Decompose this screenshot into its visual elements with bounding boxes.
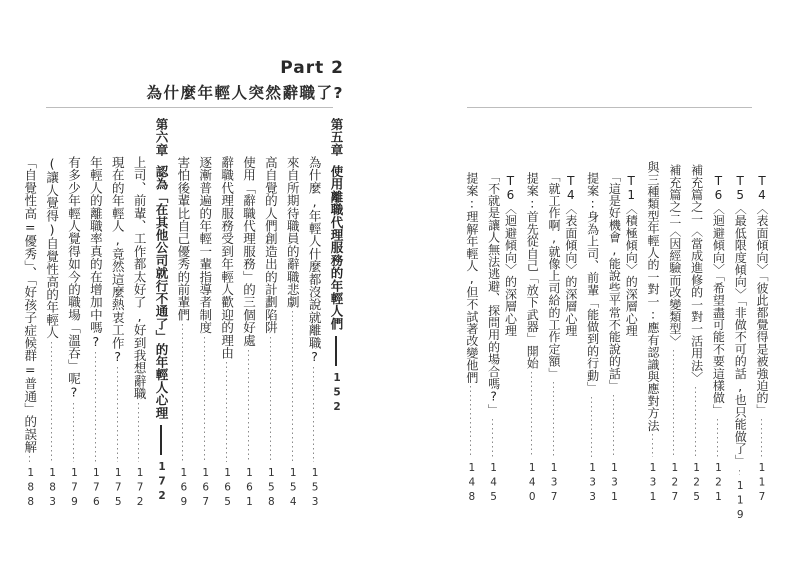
leader-dots [553,382,554,456]
entry-text: 逐漸普遍的年輕一輩指導者制度 [197,156,213,334]
toc-entry [88,156,102,510]
leader-dots [29,456,30,461]
page-number: 172 [134,466,147,510]
page-number: 179 [68,466,81,510]
header-rule-right [467,107,752,108]
entry-text: T6〈迴避傾向〉的深層心理 [503,174,518,337]
leader-dots [138,403,139,462]
toc-entry [197,156,211,510]
toc-entry [22,156,36,510]
part-title-block [147,58,345,103]
toc-entry [711,174,725,505]
entry-text: 提案:理解年輕人,但不試著改變他們 [464,172,479,384]
toc-entry [546,161,577,505]
page-number: 140 [526,461,539,505]
toc-chapter-entry [329,118,343,510]
header-rule-left [46,107,333,108]
leader-dots [673,350,674,457]
entry-text: 補充篇之一〈當成進修的一對一活用法〉 [689,164,704,384]
leader-dots [492,419,493,457]
entry-text: 辭職代理服務受到年輕人歡迎的理由 [219,156,235,360]
toc-entry [524,172,538,505]
leader-dots [470,386,471,456]
page-number: 172 [156,461,168,505]
leader-dots [182,324,183,461]
chapter-dash [335,336,337,366]
entry-text-line-1 [623,174,637,505]
chapter-label: 第五章 [329,118,344,157]
entry-text: 「就工作啊,就像上司給的工作定額」 [547,170,562,380]
toc-entry [486,161,517,505]
toc-entry [176,156,190,510]
toc-left-page [22,118,344,510]
entry-text: 使用「辭職代理服務」的三個好處 [241,156,257,347]
entry-text: 上司、前輩、工作都太好了,好到我想辭職 [132,156,148,400]
entry-text: T6〈迴避傾向〉「希望盡可能不要這樣做」 [711,174,726,416]
entry-text: 來自所期待職員的辭職悲劇 [285,156,301,309]
entry-text-line-1 [503,174,517,505]
toc-entry [667,164,681,505]
toc-entry [645,161,659,505]
part-label: Part 2 [280,58,344,78]
entry-text: T4〈表面傾向〉的深層心理 [563,174,578,337]
chapter-title: 認為「在其他公司就行不通了」的年輕人心理 [154,165,169,420]
page-number: 117 [756,461,768,505]
entry-text: 年輕人的離職率真的在增加中嗎? [88,156,104,349]
toc-entry [241,156,255,510]
leader-dots [591,397,592,457]
toc-entry [585,172,599,505]
entry-text: 「自覺性高=優秀」、「好孩子症候群=普通」的誤解 [22,156,38,454]
toc-entry [307,156,321,510]
page-number: 161 [243,466,256,510]
chapter-title: 使用離職代理服務的年輕人們 [329,165,344,331]
leader-dots [226,362,227,461]
toc-entry [754,174,768,505]
page-number: 165 [221,466,234,510]
toc-entry [66,156,80,510]
leader-dots [204,337,205,462]
toc-entry [464,172,478,505]
entry-text: 高自覺的人們創造出的計劃陷阱 [263,156,279,334]
toc-entry [689,164,703,505]
page-number: 125 [690,461,703,505]
leader-dots [51,342,52,462]
toc-right-page [450,161,769,524]
entry-text-line-2 [546,161,560,505]
part-subtitle: 為什麼年輕人突然辭職了? [146,84,344,102]
chapter-label: 第六章 [154,118,169,157]
page-number: 158 [265,466,278,510]
leader-dots [248,350,249,462]
page-number: 167 [199,466,212,510]
entry-text: 有多少年輕人覺得如今的職場「溫吞」呢? [66,156,82,400]
entry-text: 「不就是讓人無法逃避、探問用的場合嗎?」 [486,170,501,416]
page-number: 169 [177,466,190,510]
entry-text: 害怕後輩比自己優秀的前輩們 [175,156,191,322]
page-number: 148 [465,461,478,505]
toc-entry [110,156,124,510]
leader-dots [739,470,740,475]
entry-text: T4〈表面傾向〉「彼此都覺得是被強迫的」 [755,174,769,416]
page-number: 119 [734,479,747,524]
toc-chapter-entry [154,118,168,510]
entry-text: 補充篇之二〈因經驗而改變類型〉 [667,164,682,347]
leader-dots [652,434,653,456]
leader-dots [73,403,74,462]
toc-entry [285,156,299,510]
leader-dots [292,311,293,461]
chapter-dash [160,425,162,455]
leader-dots [95,352,96,462]
toc-entry [607,161,638,505]
leader-dots [717,419,718,457]
toc-entry [132,156,146,510]
leader-dots [613,395,614,457]
entry-text: T1〈積極傾向〉的深層心理 [624,174,639,337]
toc-entry [732,174,748,524]
page-number: 121 [712,461,725,505]
page-number: 154 [287,466,300,510]
page-number: 176 [90,466,103,510]
leader-dots [270,337,271,462]
entry-text: 與三種類型年輕人的一對一:應有認識與應對方法 [646,161,661,432]
entry-text: T5〈最低限度傾向〉「非做不可的話,也只能做了」 [733,174,748,467]
toc-entry [219,156,233,510]
page-number: 145 [487,461,500,505]
page-number: 153 [309,466,322,510]
page-number: 152 [331,372,343,416]
entry-text: (讓人覺得)自覺性高的年輕人 [44,156,60,339]
leader-dots [695,387,696,457]
page-number: 175 [112,466,125,510]
entry-text: 提案:身為上司、前輩「能做到的行動」 [585,172,600,394]
leader-dots [313,367,314,461]
entry-text: 「這是好機會,能說些平常不能說的話」 [607,170,622,392]
page-number: 188 [24,466,37,510]
leader-dots [761,419,762,457]
entry-text: 現在的年輕人,竟然這麼熱衷工作? [110,156,126,365]
entry-text-line-2 [607,161,621,505]
entry-text: 提案:首先從自己「放下武器」開始 [525,172,540,370]
entry-text-line-1 [563,174,577,505]
page-number: 131 [647,461,660,505]
page-number: 127 [668,461,681,505]
page-number: 137 [548,461,561,505]
toc-entry [263,156,277,510]
entry-text: 為什麼,年輕人什麼都沒說就離職? [307,156,323,365]
leader-dots [531,372,532,456]
page-number: 183 [46,466,59,510]
page-number: 133 [586,461,599,505]
entry-text-line-2 [486,161,500,505]
leader-dots [117,367,118,461]
page-number: 131 [608,461,621,505]
toc-entry [44,156,58,510]
